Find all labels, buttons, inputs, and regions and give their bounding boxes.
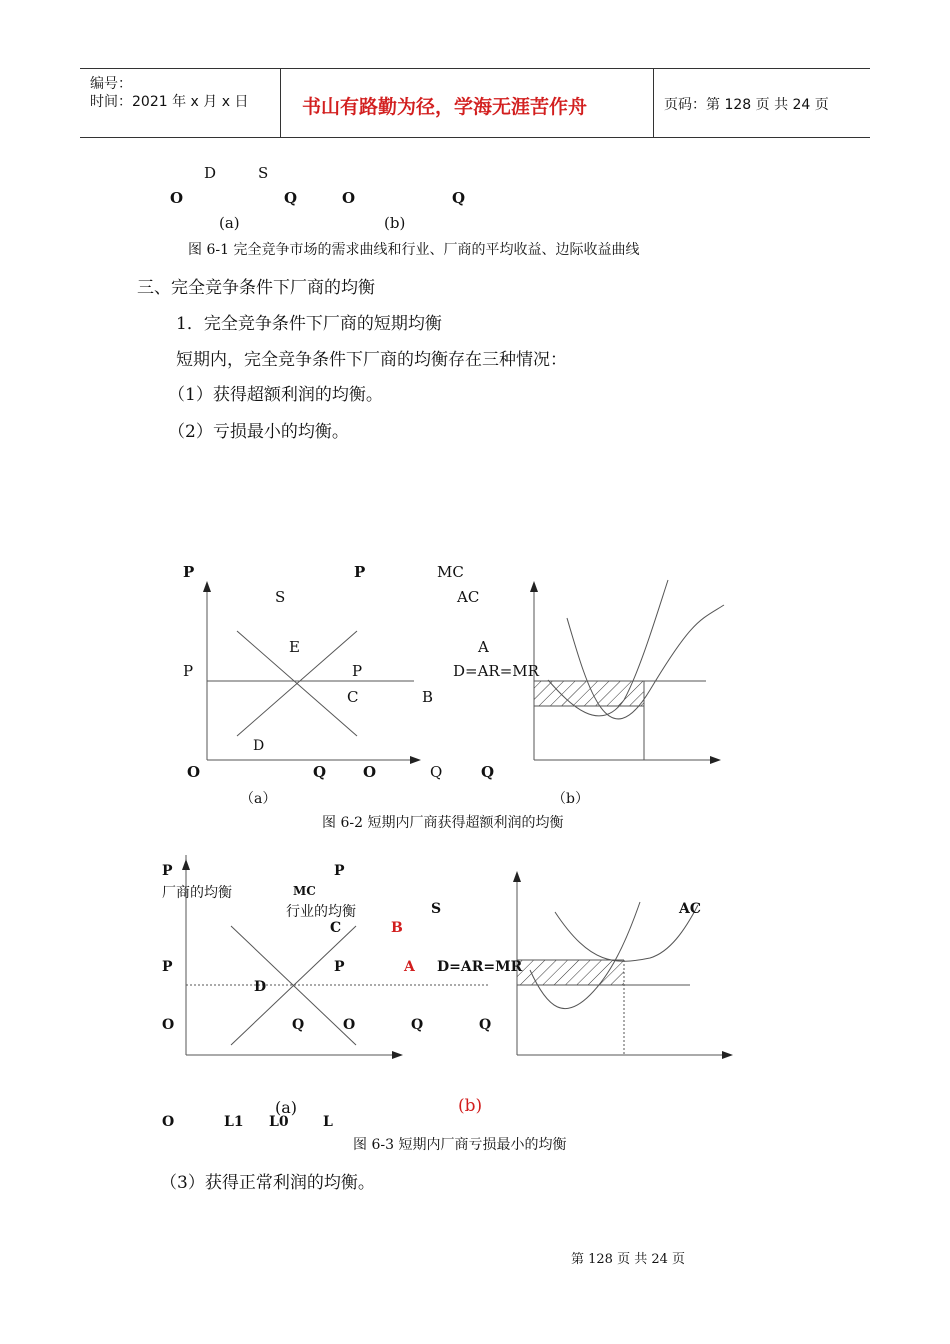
- fig3b-ac-curve: [555, 905, 698, 961]
- fig3-label-p1: P: [162, 863, 173, 879]
- fig3-label-q1: Q: [292, 1017, 305, 1033]
- time-label: 时间：2021 年 x 月 x 日: [90, 94, 249, 110]
- fig3b-x-arrow: [722, 1051, 733, 1059]
- fig3-label-o2: O: [343, 1017, 356, 1033]
- fig3-label-ac: AC: [679, 901, 702, 917]
- fig3-label-q2: Q: [411, 1017, 424, 1033]
- fig1-label-q-a: Q: [284, 189, 298, 207]
- fig3-label-o3: O: [162, 1114, 175, 1130]
- fig3-label-l1: L1: [224, 1114, 244, 1130]
- case-1: （1）获得超额利润的均衡。: [168, 385, 383, 405]
- fig2-panel-a: [203, 581, 421, 764]
- fig3-label-l: L: [323, 1114, 333, 1130]
- fig1-sub-b: (b): [384, 214, 406, 232]
- fig3-label-industry-eq: 行业的均衡: [286, 904, 356, 920]
- fig3-label-d-ar-mr: D=AR=MR: [437, 959, 523, 975]
- fig1-label-s: S: [258, 164, 269, 182]
- fig2-label-c: C: [347, 688, 359, 706]
- fig3-sub-a: (a): [275, 1098, 298, 1117]
- section-heading: 三、完全竞争条件下厂商的均衡: [137, 278, 375, 298]
- fig2-label-q-a: Q: [313, 763, 327, 781]
- fig3-panel-b: [513, 871, 733, 1059]
- fig2-label-o-b: O: [363, 763, 377, 781]
- fig3b-y-arrow: [513, 871, 521, 882]
- fig3-label-mc: MC: [293, 884, 316, 898]
- fig3-label-p2: P: [334, 863, 345, 879]
- fig3-label-firm-eq: 厂商的均衡: [162, 885, 232, 901]
- fig3-label-b: B: [391, 920, 403, 936]
- fig1-sub-a: (a): [219, 214, 240, 232]
- fig3-label-o1: O: [162, 1017, 175, 1033]
- fig2-label-ac: AC: [457, 588, 480, 606]
- fig2-label-a: A: [478, 638, 489, 656]
- fig3-label-a: A: [404, 959, 415, 975]
- header-page-label: 页码：第 128 页 共 24 页: [664, 97, 829, 113]
- fig2b-x-arrow: [710, 756, 721, 764]
- fig2-label-p-b: P: [354, 563, 366, 581]
- fig2-sub-b: （b）: [552, 791, 589, 807]
- fig3-label-p3: P: [162, 959, 173, 975]
- fig3a-x-arrow: [392, 1051, 403, 1059]
- fig2-label-d: D: [253, 738, 265, 754]
- fig2-label-p-mid-a: P: [183, 662, 194, 680]
- fig2-label-s: S: [275, 588, 286, 606]
- section-subheading: 1．完全竞争条件下厂商的短期均衡: [176, 314, 442, 334]
- fig3-sub-b: (b): [458, 1096, 483, 1116]
- case-2: （2）亏损最小的均衡。: [168, 422, 349, 442]
- fig2-label-q-b2: Q: [481, 763, 495, 781]
- fig2a-x-arrow: [410, 756, 421, 764]
- fig2-label-mc: MC: [437, 563, 464, 581]
- fig2-label-q-b1: Q: [430, 763, 443, 781]
- fig3-label-l0: L0: [269, 1114, 289, 1130]
- fig3a-y-arrow: [182, 859, 190, 870]
- section-intro: 短期内，完全竞争条件下厂商的均衡存在三种情况：: [176, 350, 567, 370]
- fig2-sub-a: （a）: [240, 791, 277, 807]
- fig2b-y-arrow: [530, 581, 538, 592]
- fig3-caption: 图 6-3 短期内厂商亏损最小的均衡: [353, 1137, 567, 1153]
- fig2-label-p-mid-b: P: [352, 662, 363, 680]
- fig2-label-b: B: [422, 688, 434, 706]
- fig2-caption: 图 6-2 短期内厂商获得超额利润的均衡: [322, 815, 564, 831]
- fig1-caption: 图 6-1 完全竞争市场的需求曲线和行业、厂商的平均收益、边际收益曲线: [188, 242, 640, 258]
- page-footer: 第 128 页 共 24 页: [571, 1252, 686, 1267]
- fig2-label-d-ar-mr: D=AR=MR: [453, 662, 539, 680]
- case-3: （3）获得正常利润的均衡。: [160, 1173, 375, 1193]
- fig3-label-c: C: [330, 920, 342, 936]
- fig3-label-s: S: [431, 901, 442, 917]
- fig1-label-o-a: O: [170, 189, 184, 207]
- fig2a-y-arrow: [203, 581, 211, 592]
- fig3-label-d: D: [254, 979, 267, 995]
- fig1-label-o-b: O: [342, 189, 356, 207]
- serial-label: 编号：: [90, 76, 132, 92]
- fig2-panel-b: [530, 580, 724, 764]
- fig2-label-p-a: P: [183, 563, 195, 581]
- fig3-label-p4: P: [334, 959, 345, 975]
- header-motto: 书山有路勤为径，学海无涯苦作舟: [302, 96, 588, 118]
- fig1-label-d: D: [204, 164, 217, 182]
- fig1-label-q-b: Q: [452, 189, 466, 207]
- fig2-label-o-a: O: [187, 763, 201, 781]
- fig3-label-q3: Q: [479, 1017, 492, 1033]
- fig2-label-e: E: [289, 638, 300, 656]
